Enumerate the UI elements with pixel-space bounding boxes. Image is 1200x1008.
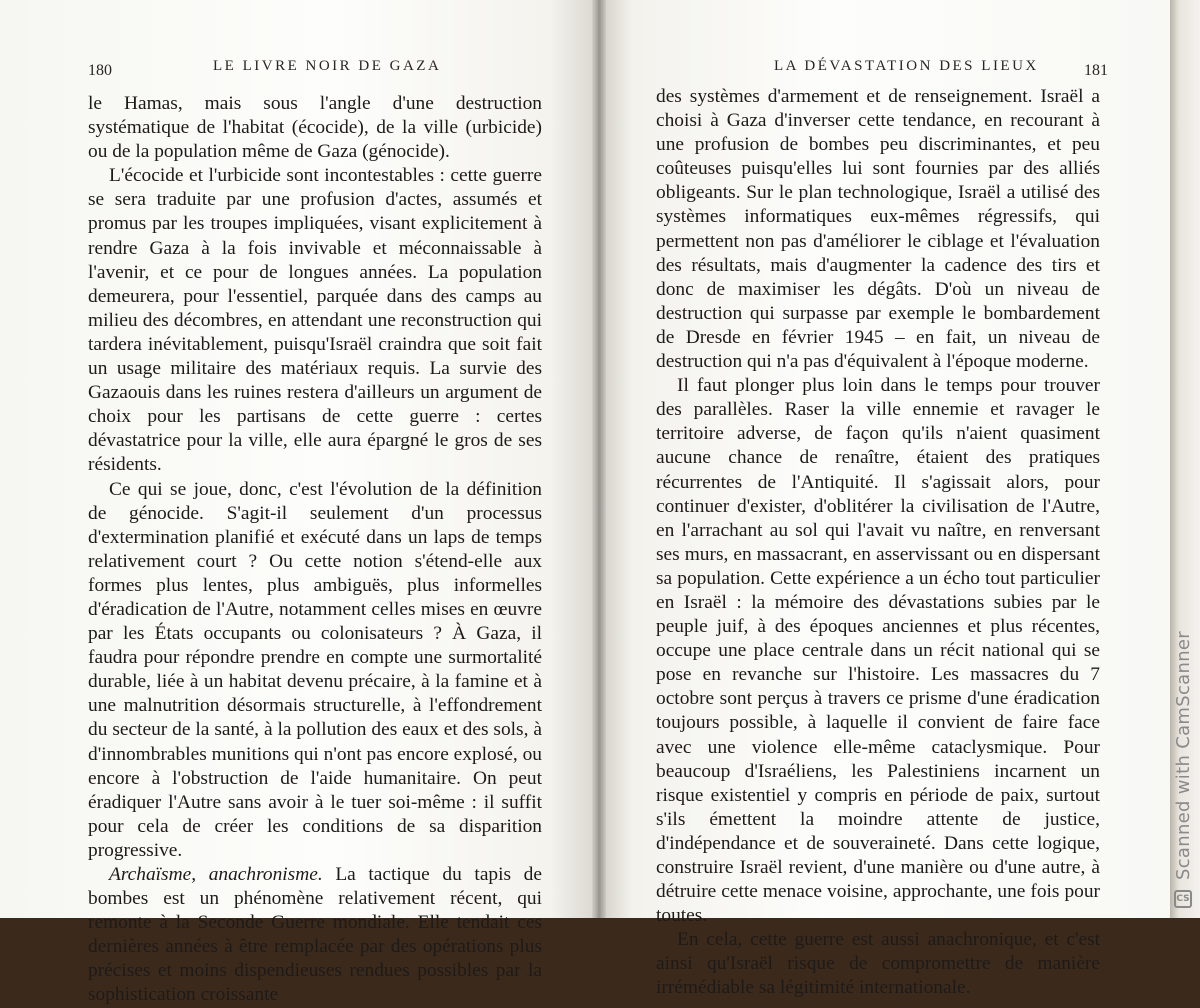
- paragraph: Il faut plonger plus loin dans le temps pour trouver des parallèles. Raser la ville ennemie et ravager le territoire adverse, de façon qu'ils n'aient quasiment aucune chance de renaître, étaient des pratiques récurrentes de l'Antiquité. Il s'agissait alors, pour continuer d'exister, d'oblitérer la civilisation de l'Autre, en l'arrachant au sol qui l'avait vu naître, en renversant ses murs, en massacrant, en asservissant ou en dispersant sa population. Cette expérience a un écho tout particulier en Israël : la mémoire des dévastations subies par le peuple juif, à des époques anciennes et plus récentes, occupe une place centrale dans un récit national qui se pose en revanche sur l'histoire. Les massacres du 7 octobre sont perçus à travers ce prisme d'une éradication toujours possible, à laquelle il convient de faire face avec une violence elle-même cataclysmique. Pour beaucoup d'Israéliens, les Palestiniens incarnent un risque existentiel y compris en période de paix, surtout s'ils émettent la moindre attente de justice, d'indépendance et de souveraineté. Dans cette logique, construire Israël revient, d'une manière ou d'une autre, à détruire cette menace voisine, approchante, une fois pour toutes.: [656, 375, 1100, 927]
- left-page-number: 180: [88, 62, 112, 79]
- paragraph: L'écocide et l'urbicide sont incontestables : cette guerre se sera traduite par une profusion d'actes, assumés et promus par les troupes impliquées, visant explicitement à rendre Gaza à la fois invivable et méconnaissable à l'avenir, et ce pour de longues années. La population demeurera, pour l'essentiel, parquée dans des camps au milieu des décombres, en attendant une reconstruction qui tardera inévitablement, puisqu'Israël craindra que soit fait un usage militaire des matériaux requis. La survie des Gazaouis dans les ruines restera d'ailleurs un argument de choix pour les partisans de cette guerre : certes dévastatrice pour la ville, elle aura épargné le gros de ses résidents.: [88, 165, 542, 476]
- left-page: [0, 0, 598, 1006]
- paragraph: Ce qui se joue, donc, c'est l'évolution de la définition de génocide. S'agit-il seulement d'un processus d'extermination planifié et exécuté dans un laps de temps relativement court ? Ou cette notion s'étend-elle aux formes plus lentes, plus ambiguës, plus informelles d'éradication de l'Autre, notamment celles mises en œuvre par les États occupants ou colonisateurs ? À Gaza, il faudra pour répondre prendre en compte une surmortalité durable, liée à un habitat devenu précaire, à la famine et à une malnutrition désormais structurelle, à l'effondrement du secteur de la santé, à la pollution des eaux et des sols, à d'innombrables munitions qui n'ont pas encore explosé, ou encore à l'obstruction de l'aide humanitaire. On peut éradiquer l'Autre sans avoir à le tuer soi-même : il suffit pour cela de créer les conditions de sa disparition progressive.: [88, 478, 542, 861]
- right-page-number: 181: [1084, 62, 1108, 79]
- paragraph: [88, 863, 542, 1008]
- book-spine: [592, 0, 606, 918]
- italic-lead: Archaïsme, anachronisme.: [109, 864, 323, 885]
- right-running-head: LA DÉVASTATION DES LIEUX: [774, 58, 1039, 74]
- right-page: [598, 0, 1170, 999]
- right-page-body: [656, 85, 1100, 1001]
- scanner-watermark: Scanned with CamScanner: [1173, 631, 1194, 880]
- paragraph: En cela, cette guerre est aussi anachronique, et c'est ainsi qu'Israël risque de compromettre de manière irrémédiable sa légitimité internationale.: [656, 929, 1100, 999]
- left-running-head: LE LIVRE NOIR DE GAZA: [213, 58, 442, 74]
- paragraph: le Hamas, mais sous l'angle d'une destruction systématique de l'habitat (écocide), de la ville (urbicide) ou de la population même de Gaza (génocide).: [88, 93, 542, 163]
- paragraph: des systèmes d'armement et de renseignement. Israël a choisi à Gaza d'inverser cette tendance, en recourant à une profusion de bombes peu discriminantes, et peu coûteuses puisqu'elles lui sont fournies par des alliés obligeants. Sur le plan technologique, Israël a utilisé des systèmes informatiques eux-mêmes régressifs, qui permettent non pas d'améliorer le ciblage et l'évaluation des résultats, mais d'augmenter la cadence des tirs et donc de maximiser les dégâts. D'où un niveau de destruction qui surpasse par exemple le bombardement de Dresde en février 1945 – en fait, un niveau de destruction qui n'a pas d'équivalent à l'époque moderne.: [656, 86, 1100, 373]
- camscanner-logo-icon: CS: [1174, 890, 1192, 908]
- paragraph-text: La tactique du tapis de bombes est un phénomène relativement récent, qui remonte à la Seconde Guerre mondiale. Elle tendait ces dernières années à être remplacée par des opérations plus précises et moins dispendieuses rendues possibles par la sophistication croissante: [88, 864, 542, 1006]
- left-page-body: [88, 92, 542, 1008]
